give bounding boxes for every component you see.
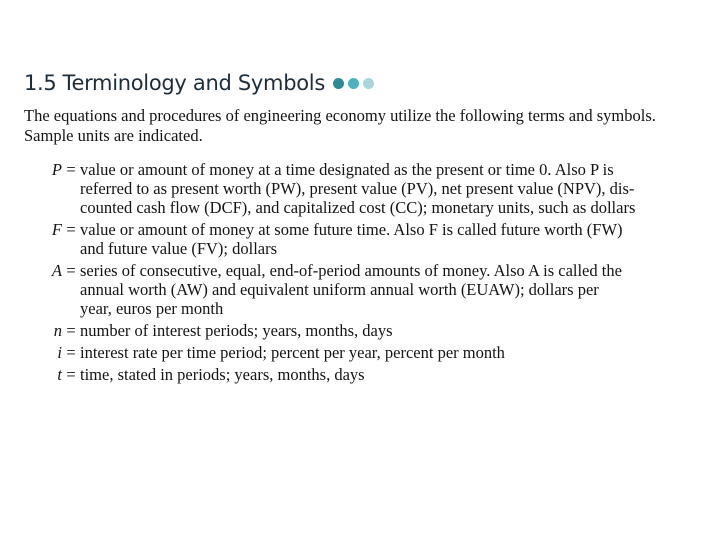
definition-line: interest rate per time period; percent per year, percent per month xyxy=(80,343,505,362)
definition-line: value or amount of money at some future time. Also F is called future worth (FW) xyxy=(80,220,623,239)
equals-sign: = xyxy=(66,321,76,340)
heading-dots xyxy=(333,78,374,89)
terms-list xyxy=(24,160,694,387)
term-symbol: n xyxy=(53,321,62,340)
definition-line: counted cash flow (DCF), and capitalized cost (CC); monetary units, such as dollars xyxy=(80,198,636,217)
equals-sign: = xyxy=(66,261,76,280)
term-symbol: A xyxy=(51,261,62,280)
definition-line: annual worth (AW) and equivalent uniform annual worth (EUAW); dollars per xyxy=(80,280,599,299)
term-row-f xyxy=(24,220,694,258)
term-definition xyxy=(80,365,650,384)
term-definition xyxy=(80,160,650,217)
equals-sign: = xyxy=(66,220,76,239)
term-row-p xyxy=(24,160,694,217)
definition-line: year, euros per month xyxy=(80,299,224,318)
term-row-n xyxy=(24,321,694,340)
term-definition xyxy=(80,321,650,340)
section-number: 1.5 xyxy=(24,71,57,95)
equals-sign: = xyxy=(66,160,76,179)
dot-icon xyxy=(348,78,359,89)
definition-line: series of consecutive, equal, end-of-period amounts of money. Also A is called the xyxy=(80,261,622,280)
definition-line: time, stated in periods; years, months, days xyxy=(80,365,365,384)
definition-line: number of interest periods; years, months, days xyxy=(80,321,393,340)
term-row-t xyxy=(24,365,694,384)
term-symbol: F xyxy=(51,220,62,239)
definition-line: value or amount of money at a time designated as the present or time 0. Also P is xyxy=(80,160,614,179)
dot-icon xyxy=(363,78,374,89)
dot-icon xyxy=(333,78,344,89)
term-row-i xyxy=(24,343,694,362)
term-symbol: i xyxy=(57,343,62,362)
equals-sign: = xyxy=(66,343,76,362)
term-definition xyxy=(80,261,650,318)
definition-line: and future value (FV); dollars xyxy=(80,239,278,258)
section-heading xyxy=(24,71,374,95)
term-definition xyxy=(80,343,650,362)
definition-line: referred to as present worth (PW), present value (PV), net present value (NPV), dis- xyxy=(80,179,635,198)
term-symbol: t xyxy=(57,365,62,384)
equals-sign: = xyxy=(66,365,76,384)
term-symbol: P xyxy=(51,160,62,179)
term-row-a xyxy=(24,261,694,318)
term-definition xyxy=(80,220,650,258)
section-title: Terminology and Symbols xyxy=(62,71,325,95)
intro-paragraph: The equations and procedures of engineering economy utilize the following terms and symbols. Sample units are indicated. xyxy=(24,106,656,145)
